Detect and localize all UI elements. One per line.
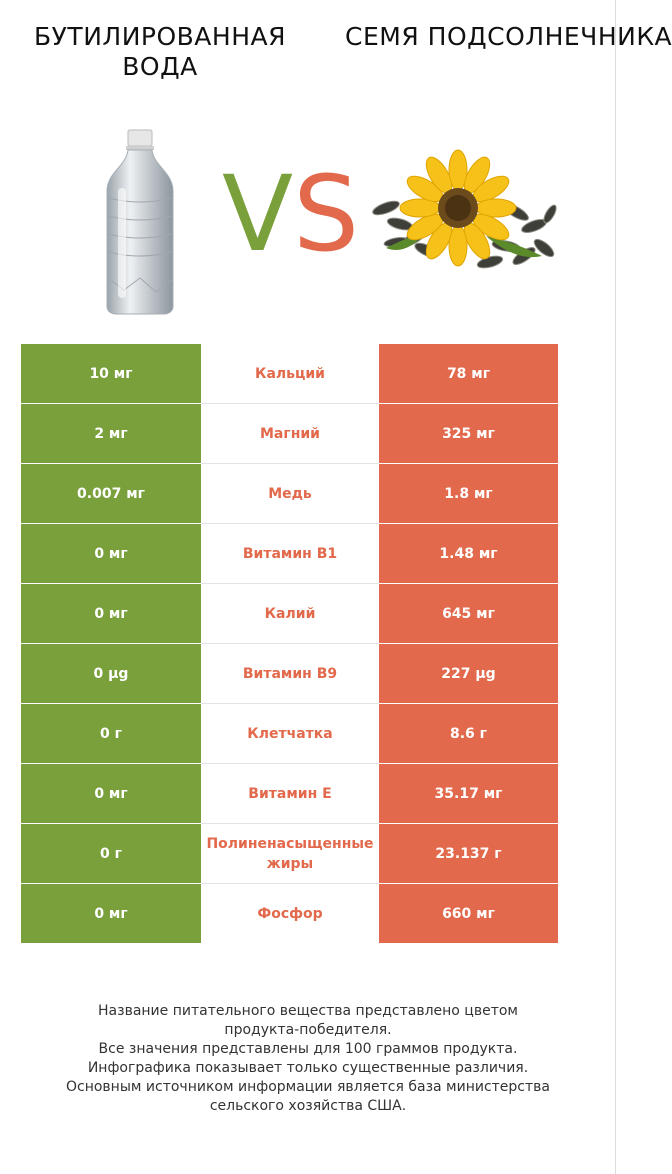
right-value-cell: 23.137 г: [379, 824, 558, 883]
nutrient-name-cell: Калий: [201, 584, 379, 643]
right-value-cell: 35.17 мг: [379, 764, 558, 823]
vs-letter-v: V: [222, 153, 294, 275]
left-value-cell: 0 мг: [21, 584, 201, 643]
footer-line-3: Все значения представлены для 100 граммов продукта.: [98, 1041, 518, 1057]
footer-line-2: продукта-победителя.: [224, 1022, 392, 1038]
left-value-cell: 10 мг: [21, 344, 201, 403]
right-value-cell: 1.48 мг: [379, 524, 558, 583]
table-row: [21, 704, 558, 764]
right-value-cell: 78 мг: [379, 344, 558, 403]
left-product-title: БУТИЛИРОВАННАЯ ВОДА: [34, 22, 286, 81]
right-value-cell: 645 мг: [379, 584, 558, 643]
left-value-cell: 0 µg: [21, 644, 201, 703]
table-row: [21, 824, 558, 884]
nutrient-name-cell: Клетчатка: [201, 704, 379, 763]
table-row: [21, 764, 558, 824]
left-value-cell: 0 мг: [21, 884, 201, 943]
footer-notes: [20, 1002, 596, 1116]
right-value-cell: 8.6 г: [379, 704, 558, 763]
nutrient-name-cell: Витамин B9: [201, 644, 379, 703]
table-row: [21, 344, 558, 404]
left-value-cell: 0 г: [21, 824, 201, 883]
nutrient-name-cell: Витамин B1: [201, 524, 379, 583]
left-value-cell: 2 мг: [21, 404, 201, 463]
sunflower-seeds-image: [366, 152, 560, 284]
right-product-title: СЕМЯ ПОДСОЛНЕЧНИКА: [345, 22, 672, 51]
nutrient-comparison-table: [21, 344, 558, 944]
right-value-cell: 227 µg: [379, 644, 558, 703]
vs-label: [222, 153, 360, 275]
vs-letter-s: S: [293, 153, 360, 275]
table-row: [21, 464, 558, 524]
left-value-cell: 0 мг: [21, 524, 201, 583]
water-bottle-image: [100, 128, 180, 316]
page-right-border: [615, 0, 616, 1174]
table-row: [21, 524, 558, 584]
right-value-cell: 325 мг: [379, 404, 558, 463]
nutrient-name-cell: Магний: [201, 404, 379, 463]
footer-line-6: сельского хозяйства США.: [209, 1098, 407, 1114]
right-value-cell: 660 мг: [379, 884, 558, 943]
nutrient-name-cell: Медь: [201, 464, 379, 523]
nutrient-name-cell: Фосфор: [201, 884, 379, 943]
table-row: [21, 644, 558, 704]
right-value-cell: 1.8 мг: [379, 464, 558, 523]
table-row: [21, 884, 558, 944]
table-row: [21, 404, 558, 464]
nutrient-name-cell: Кальций: [201, 344, 379, 403]
nutrient-name-cell: Витамин E: [201, 764, 379, 823]
left-value-cell: 0 г: [21, 704, 201, 763]
nutrient-name-cell: Полиненасыщенные жиры: [201, 824, 379, 883]
left-value-cell: 0.007 мг: [21, 464, 201, 523]
footer-line-4: Инфографика показывает только существенные различия.: [87, 1060, 529, 1076]
left-value-cell: 0 мг: [21, 764, 201, 823]
footer-line-1: Название питательного вещества представлено цветом: [98, 1003, 518, 1019]
footer-line-5: Основным источником информации является база министерства: [66, 1079, 550, 1095]
table-row: [21, 584, 558, 644]
